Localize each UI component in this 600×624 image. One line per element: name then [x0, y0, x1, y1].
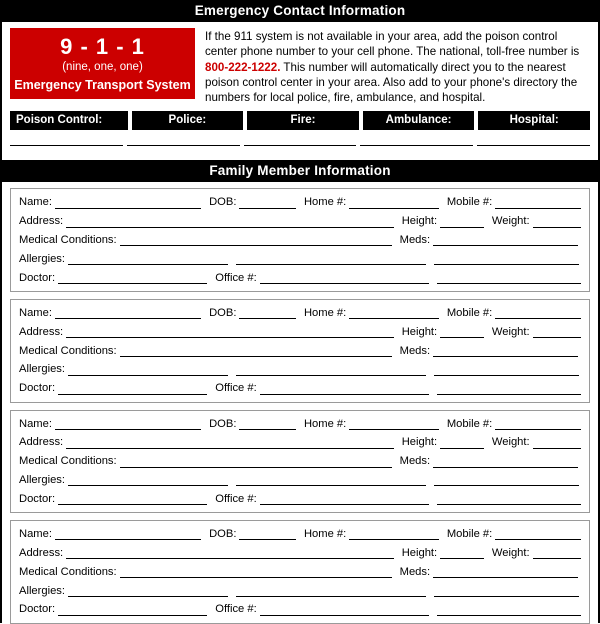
field-doctor-extra[interactable]: [437, 383, 581, 395]
row-address: [19, 326, 581, 338]
label-medical-conditions: Medical Conditions:: [19, 455, 117, 468]
badge-911: [10, 28, 195, 99]
label-name: Name:: [19, 196, 52, 209]
field-home-number[interactable]: [349, 418, 439, 430]
label-office-number: Office #:: [215, 382, 257, 395]
label-doctor: Doctor:: [19, 492, 56, 505]
label-office-number: Office #:: [215, 492, 257, 505]
row-medical-conditions: [19, 345, 581, 357]
label-home-number: Home #:: [303, 417, 347, 430]
label-address: Address:: [19, 436, 64, 449]
label-meds: Meds:: [399, 344, 431, 357]
family-member-card: [10, 299, 590, 403]
label-address: Address:: [19, 325, 64, 338]
label-address: Address:: [19, 215, 64, 228]
label-dob: DOB:: [209, 307, 237, 320]
row-name: [19, 528, 581, 540]
field-office-number[interactable]: [260, 383, 429, 395]
field-weight[interactable]: [533, 326, 581, 338]
field-name[interactable]: [55, 528, 201, 540]
row-allergies: [19, 585, 581, 597]
contact-label-police: Police:: [132, 111, 244, 130]
contact-label-hospital: Hospital:: [478, 111, 590, 130]
field-doctor-extra[interactable]: [437, 272, 581, 284]
row-name: [19, 418, 581, 430]
contact-spacer: [2, 146, 598, 160]
row-allergies: [19, 253, 581, 265]
label-weight: Weight:: [491, 325, 530, 338]
field-meds[interactable]: [433, 345, 578, 357]
field-address[interactable]: [66, 437, 394, 449]
label-weight: Weight:: [491, 546, 530, 559]
label-office-number: Office #:: [215, 603, 257, 616]
label-weight: Weight:: [491, 215, 530, 228]
field-medical-conditions[interactable]: [120, 234, 392, 246]
label-allergies: Allergies:: [19, 363, 66, 376]
row-medical-conditions: [19, 455, 581, 467]
field-medical-conditions[interactable]: [120, 456, 392, 468]
label-meds: Meds:: [399, 565, 431, 578]
field-weight[interactable]: [533, 437, 581, 449]
label-allergies: Allergies:: [19, 252, 66, 265]
label-dob: DOB:: [209, 196, 237, 209]
contact-label-ambulance: Ambulance:: [363, 111, 475, 130]
label-meds: Meds:: [399, 234, 431, 247]
field-name[interactable]: [55, 307, 201, 319]
field-doctor-extra[interactable]: [437, 604, 581, 616]
field-allergies-3[interactable]: [434, 253, 579, 265]
label-height: Height:: [401, 546, 438, 559]
family-member-card: [10, 188, 590, 292]
row-doctor: [19, 603, 581, 615]
contact-line-police[interactable]: [127, 144, 240, 146]
field-dob[interactable]: [239, 307, 296, 319]
field-allergies-3[interactable]: [434, 474, 579, 486]
label-doctor: Doctor:: [19, 271, 56, 284]
label-meds: Meds:: [399, 455, 431, 468]
label-name: Name:: [19, 528, 52, 541]
emergency-info-block: [2, 22, 598, 109]
label-home-number: Home #:: [303, 528, 347, 541]
contact-line-hospital[interactable]: [477, 144, 590, 146]
field-office-number[interactable]: [260, 493, 429, 505]
contact-label-fire: Fire:: [247, 111, 359, 130]
poison-control-number: 800-222-1222.: [205, 60, 281, 74]
label-mobile-number: Mobile #:: [446, 528, 493, 541]
label-dob: DOB:: [209, 417, 237, 430]
field-allergies[interactable]: [68, 585, 228, 597]
field-address[interactable]: [66, 326, 394, 338]
label-allergies: Allergies:: [19, 474, 66, 487]
field-allergies[interactable]: [68, 474, 228, 486]
badge-911-number: 9 - 1 - 1: [60, 34, 145, 59]
field-allergies-3[interactable]: [434, 364, 579, 376]
contact-label-row: [2, 109, 598, 130]
field-allergies-2[interactable]: [236, 585, 426, 597]
section-header-emergency: Emergency Contact Information: [2, 0, 598, 22]
field-allergies-2[interactable]: [236, 474, 426, 486]
field-allergies[interactable]: [68, 364, 228, 376]
field-home-number[interactable]: [349, 307, 439, 319]
row-name: [19, 196, 581, 208]
field-height[interactable]: [440, 326, 484, 338]
row-allergies: [19, 363, 581, 375]
emergency-paragraph: [205, 28, 590, 105]
contact-line-fire[interactable]: [244, 144, 357, 146]
field-weight[interactable]: [533, 547, 581, 559]
contact-line-poison-control[interactable]: [10, 144, 123, 146]
field-name[interactable]: [55, 197, 201, 209]
badge-911-system: Emergency Transport System: [14, 78, 191, 93]
field-home-number[interactable]: [349, 528, 439, 540]
field-address[interactable]: [66, 547, 394, 559]
label-weight: Weight:: [491, 436, 530, 449]
emergency-paragraph-part1: If the 911 system is not available in your area, add the poison control center phone number to your cell phone. The national, toll-free number is: [205, 30, 580, 59]
field-height[interactable]: [440, 437, 484, 449]
field-meds[interactable]: [433, 566, 578, 578]
label-name: Name:: [19, 307, 52, 320]
label-height: Height:: [401, 436, 438, 449]
row-doctor: [19, 382, 581, 394]
row-allergies: [19, 474, 581, 486]
label-medical-conditions: Medical Conditions:: [19, 344, 117, 357]
label-name: Name:: [19, 417, 52, 430]
label-office-number: Office #:: [215, 271, 257, 284]
field-allergies[interactable]: [68, 253, 228, 265]
section-header-family: Family Member Information: [2, 160, 598, 182]
badge-911-spelled: (nine, one, one): [62, 61, 143, 74]
field-height[interactable]: [440, 547, 484, 559]
label-doctor: Doctor:: [19, 382, 56, 395]
field-address[interactable]: [66, 216, 394, 228]
field-doctor[interactable]: [58, 493, 207, 505]
field-medical-conditions[interactable]: [120, 345, 392, 357]
field-allergies-2[interactable]: [236, 253, 426, 265]
label-doctor: Doctor:: [19, 603, 56, 616]
field-mobile-number[interactable]: [495, 197, 581, 209]
label-home-number: Home #:: [303, 307, 347, 320]
contact-label-poison-control: Poison Control:: [10, 111, 128, 130]
label-mobile-number: Mobile #:: [446, 417, 493, 430]
field-office-number[interactable]: [260, 604, 429, 616]
label-allergies: Allergies:: [19, 584, 66, 597]
field-dob[interactable]: [239, 528, 296, 540]
contact-write-in-lines: [2, 144, 598, 146]
row-address: [19, 436, 581, 448]
row-doctor: [19, 272, 581, 284]
label-mobile-number: Mobile #:: [446, 307, 493, 320]
field-medical-conditions[interactable]: [120, 566, 392, 578]
field-meds[interactable]: [433, 456, 578, 468]
row-medical-conditions: [19, 566, 581, 578]
contact-line-ambulance[interactable]: [360, 144, 473, 146]
label-medical-conditions: Medical Conditions:: [19, 565, 117, 578]
row-address: [19, 547, 581, 559]
label-dob: DOB:: [209, 528, 237, 541]
field-doctor[interactable]: [58, 272, 207, 284]
field-dob[interactable]: [239, 197, 296, 209]
field-mobile-number[interactable]: [495, 418, 581, 430]
row-medical-conditions: [19, 234, 581, 246]
field-mobile-number[interactable]: [495, 528, 581, 540]
family-member-list: [2, 182, 598, 623]
row-address: [19, 215, 581, 227]
label-home-number: Home #:: [303, 196, 347, 209]
label-medical-conditions: Medical Conditions:: [19, 234, 117, 247]
field-mobile-number[interactable]: [495, 307, 581, 319]
label-address: Address:: [19, 546, 64, 559]
field-home-number[interactable]: [349, 197, 439, 209]
family-member-card: [10, 410, 590, 514]
field-name[interactable]: [55, 418, 201, 430]
label-mobile-number: Mobile #:: [446, 196, 493, 209]
field-weight[interactable]: [533, 216, 581, 228]
label-height: Height:: [401, 215, 438, 228]
field-doctor[interactable]: [58, 383, 207, 395]
field-doctor[interactable]: [58, 604, 207, 616]
label-height: Height:: [401, 325, 438, 338]
field-dob[interactable]: [239, 418, 296, 430]
field-allergies-2[interactable]: [236, 364, 426, 376]
family-member-card: [10, 520, 590, 624]
field-height[interactable]: [440, 216, 484, 228]
row-doctor: [19, 493, 581, 505]
emergency-paragraph-part2: This number will automatically direct you to the nearest poison control center in your area. Also add to your phone's directory the numbers for local police, fire, ambulance, and hospital.: [205, 60, 578, 105]
field-office-number[interactable]: [260, 272, 429, 284]
row-name: [19, 307, 581, 319]
field-meds[interactable]: [433, 234, 578, 246]
field-allergies-3[interactable]: [434, 585, 579, 597]
field-doctor-extra[interactable]: [437, 493, 581, 505]
